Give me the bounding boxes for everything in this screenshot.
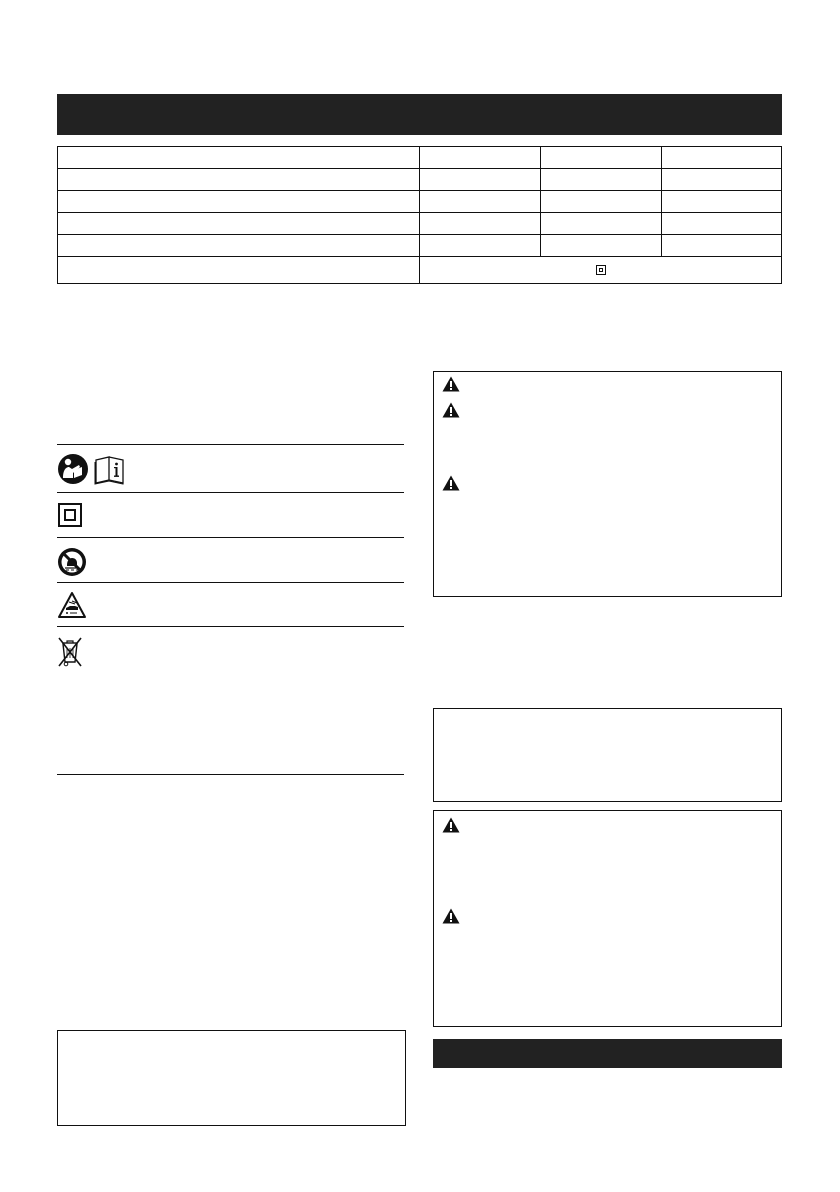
table-cell	[662, 213, 782, 235]
crossed-out-wheelie-bin-icon	[57, 635, 83, 667]
note-box-left	[57, 1030, 406, 1126]
table-cell	[58, 147, 420, 169]
table-cell	[58, 191, 420, 213]
warning-triangle-icon	[442, 475, 460, 491]
table-row	[58, 257, 782, 284]
symbols-list	[57, 444, 404, 775]
table-cell	[420, 235, 541, 257]
list-item	[57, 582, 404, 626]
warning-box	[433, 371, 782, 597]
table-cell	[662, 147, 782, 169]
table-cell	[58, 169, 420, 191]
information-book-icon	[95, 457, 123, 484]
table-cell	[420, 169, 541, 191]
no-wet-surface-icon	[57, 547, 87, 577]
specification-table	[57, 146, 782, 284]
table-cell	[58, 235, 420, 257]
table-cell	[420, 191, 541, 213]
table-cell	[58, 257, 420, 284]
table-cell	[420, 257, 782, 284]
table-cell	[541, 169, 662, 191]
list-item	[57, 537, 404, 582]
table-cell	[662, 169, 782, 191]
list-item	[57, 444, 404, 492]
list-item	[57, 626, 404, 775]
warning-box	[433, 810, 782, 1027]
table-cell	[662, 191, 782, 213]
eye-protection-warning-icon	[57, 591, 87, 619]
table-cell	[662, 235, 782, 257]
warning-triangle-icon	[442, 402, 460, 418]
table-cell	[420, 213, 541, 235]
table-cell	[420, 147, 541, 169]
table-cell	[541, 147, 662, 169]
list-item	[57, 492, 404, 537]
note-box-right	[433, 708, 782, 802]
table-row	[58, 191, 782, 213]
table-row	[58, 235, 782, 257]
table-row	[58, 213, 782, 235]
class-ii-double-insulation-icon	[596, 265, 606, 275]
table-row	[58, 169, 782, 191]
warning-triangle-icon	[442, 908, 460, 924]
warning-triangle-icon	[442, 376, 460, 392]
table-cell	[58, 213, 420, 235]
double-insulation-icon	[58, 503, 82, 527]
table-cell	[541, 213, 662, 235]
table-row	[58, 147, 782, 169]
header-bar	[57, 94, 782, 135]
warning-triangle-icon	[442, 817, 460, 833]
section-heading-bar	[433, 1039, 782, 1068]
table-cell	[541, 191, 662, 213]
read-manual-icon	[57, 453, 139, 485]
table-cell	[541, 235, 662, 257]
